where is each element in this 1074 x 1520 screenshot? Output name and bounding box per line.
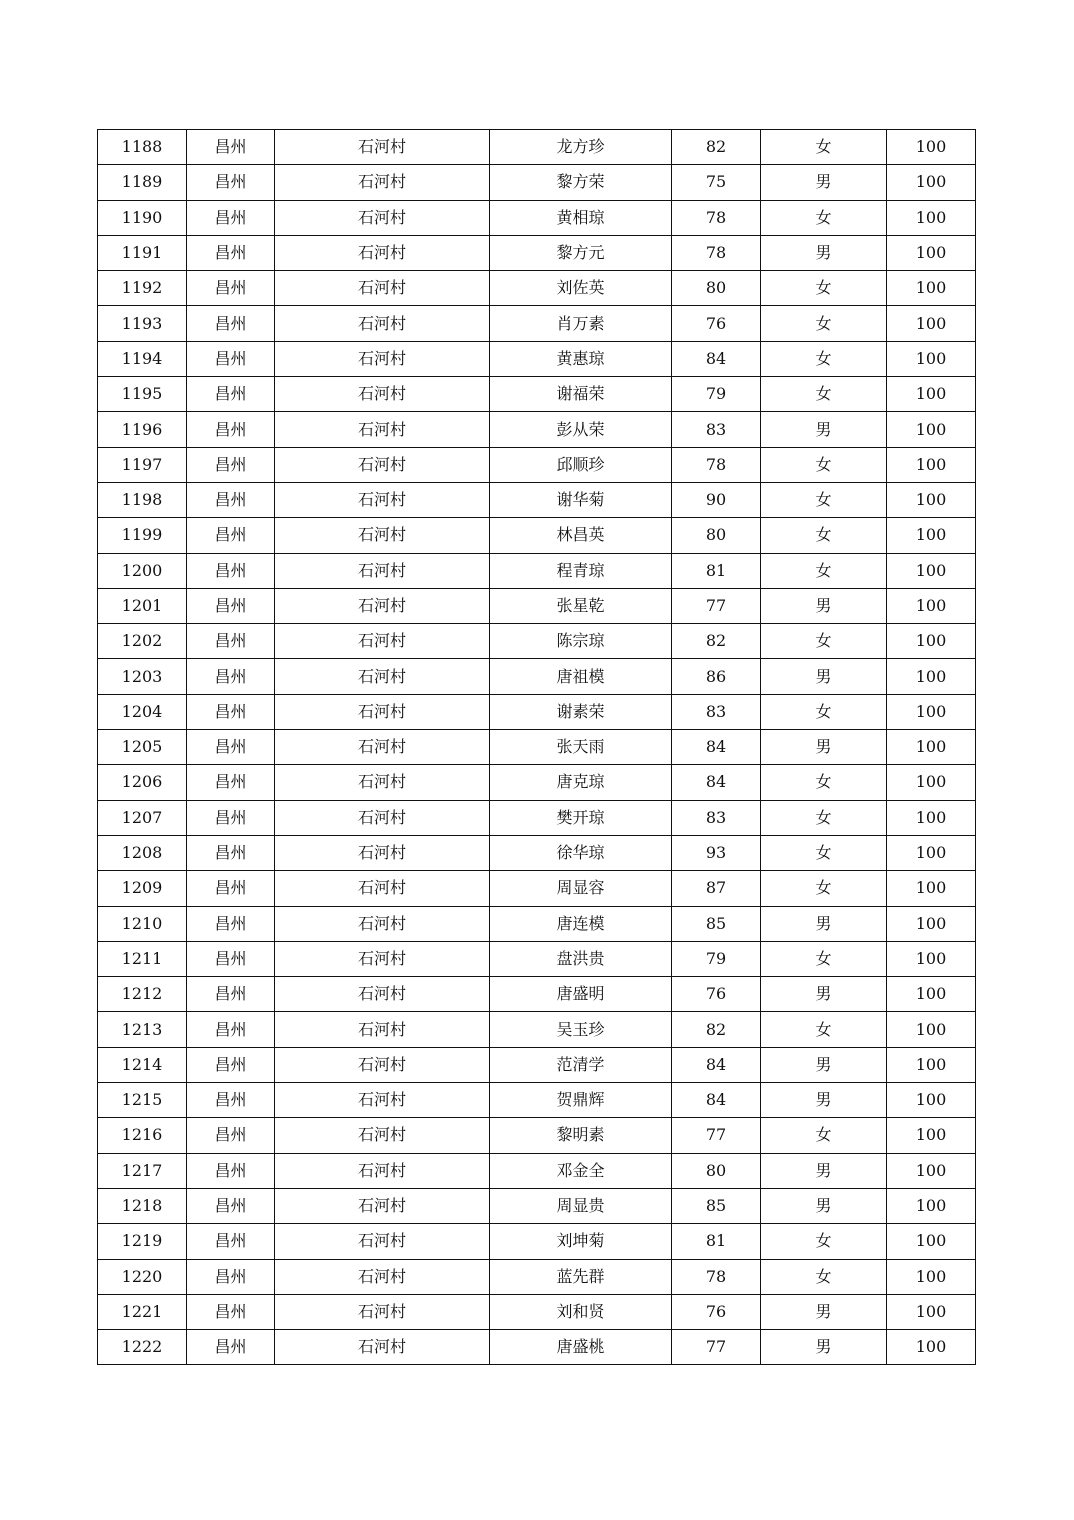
- village-cell: 石河村: [275, 447, 490, 482]
- name-cell: 周显贵: [490, 1188, 672, 1223]
- sex-cell: 男: [761, 730, 887, 765]
- age-cell: 80: [672, 1153, 761, 1188]
- name-cell: 蓝先群: [490, 1259, 672, 1294]
- table-row: [98, 306, 976, 341]
- county-cell: 昌州: [187, 835, 275, 870]
- village-cell: 石河村: [275, 871, 490, 906]
- amount-cell: 100: [887, 341, 976, 376]
- sex-cell: 男: [761, 1330, 887, 1365]
- sex-cell: 女: [761, 306, 887, 341]
- age-cell: 78: [672, 1259, 761, 1294]
- amount-cell: 100: [887, 271, 976, 306]
- age-cell: 79: [672, 941, 761, 976]
- serial-number-cell: 1209: [98, 871, 187, 906]
- age-cell: 81: [672, 1224, 761, 1259]
- age-cell: 78: [672, 200, 761, 235]
- village-cell: 石河村: [275, 1294, 490, 1329]
- amount-cell: 100: [887, 800, 976, 835]
- serial-number-cell: 1199: [98, 518, 187, 553]
- age-cell: 90: [672, 482, 761, 517]
- county-cell: 昌州: [187, 1153, 275, 1188]
- age-cell: 80: [672, 518, 761, 553]
- amount-cell: 100: [887, 730, 976, 765]
- serial-number-cell: 1210: [98, 906, 187, 941]
- amount-cell: 100: [887, 765, 976, 800]
- serial-number-cell: 1197: [98, 447, 187, 482]
- name-cell: 黎方元: [490, 235, 672, 270]
- sex-cell: 女: [761, 130, 887, 165]
- table-row: [98, 941, 976, 976]
- serial-number-cell: 1211: [98, 941, 187, 976]
- village-cell: 石河村: [275, 130, 490, 165]
- age-cell: 93: [672, 835, 761, 870]
- name-cell: 龙方珍: [490, 130, 672, 165]
- sex-cell: 男: [761, 1294, 887, 1329]
- age-cell: 78: [672, 235, 761, 270]
- amount-cell: 100: [887, 835, 976, 870]
- name-cell: 樊开琼: [490, 800, 672, 835]
- amount-cell: 100: [887, 447, 976, 482]
- name-cell: 刘佐英: [490, 271, 672, 306]
- age-cell: 84: [672, 341, 761, 376]
- roster-table-body: [98, 130, 976, 1365]
- age-cell: 83: [672, 800, 761, 835]
- county-cell: 昌州: [187, 200, 275, 235]
- sex-cell: 女: [761, 271, 887, 306]
- village-cell: 石河村: [275, 588, 490, 623]
- name-cell: 徐华琼: [490, 835, 672, 870]
- table-row: [98, 553, 976, 588]
- village-cell: 石河村: [275, 1083, 490, 1118]
- sex-cell: 男: [761, 1153, 887, 1188]
- age-cell: 83: [672, 412, 761, 447]
- name-cell: 谢素荣: [490, 694, 672, 729]
- name-cell: 吴玉珍: [490, 1012, 672, 1047]
- serial-number-cell: 1196: [98, 412, 187, 447]
- table-row: [98, 377, 976, 412]
- county-cell: 昌州: [187, 977, 275, 1012]
- age-cell: 82: [672, 624, 761, 659]
- amount-cell: 100: [887, 1259, 976, 1294]
- sex-cell: 男: [761, 1083, 887, 1118]
- name-cell: 黄惠琼: [490, 341, 672, 376]
- table-row: [98, 1012, 976, 1047]
- amount-cell: 100: [887, 1083, 976, 1118]
- table-row: [98, 588, 976, 623]
- name-cell: 程青琼: [490, 553, 672, 588]
- serial-number-cell: 1188: [98, 130, 187, 165]
- sex-cell: 男: [761, 165, 887, 200]
- table-row: [98, 906, 976, 941]
- table-row: [98, 765, 976, 800]
- sex-cell: 男: [761, 588, 887, 623]
- age-cell: 77: [672, 1118, 761, 1153]
- county-cell: 昌州: [187, 1330, 275, 1365]
- amount-cell: 100: [887, 553, 976, 588]
- name-cell: 陈宗琼: [490, 624, 672, 659]
- age-cell: 86: [672, 659, 761, 694]
- table-row: [98, 518, 976, 553]
- name-cell: 林昌英: [490, 518, 672, 553]
- table-row: [98, 1224, 976, 1259]
- village-cell: 石河村: [275, 800, 490, 835]
- village-cell: 石河村: [275, 1188, 490, 1223]
- county-cell: 昌州: [187, 306, 275, 341]
- amount-cell: 100: [887, 1224, 976, 1259]
- sex-cell: 女: [761, 1118, 887, 1153]
- county-cell: 昌州: [187, 1224, 275, 1259]
- county-cell: 昌州: [187, 871, 275, 906]
- name-cell: 张天雨: [490, 730, 672, 765]
- table-row: [98, 235, 976, 270]
- serial-number-cell: 1208: [98, 835, 187, 870]
- name-cell: 范清学: [490, 1047, 672, 1082]
- sex-cell: 男: [761, 659, 887, 694]
- serial-number-cell: 1213: [98, 1012, 187, 1047]
- county-cell: 昌州: [187, 765, 275, 800]
- sex-cell: 女: [761, 624, 887, 659]
- name-cell: 周显容: [490, 871, 672, 906]
- age-cell: 76: [672, 1294, 761, 1329]
- county-cell: 昌州: [187, 1047, 275, 1082]
- amount-cell: 100: [887, 130, 976, 165]
- county-cell: 昌州: [187, 730, 275, 765]
- roster-table: [97, 129, 976, 1365]
- name-cell: 彭从荣: [490, 412, 672, 447]
- amount-cell: 100: [887, 624, 976, 659]
- age-cell: 81: [672, 553, 761, 588]
- sex-cell: 女: [761, 518, 887, 553]
- age-cell: 84: [672, 730, 761, 765]
- village-cell: 石河村: [275, 694, 490, 729]
- sex-cell: 女: [761, 341, 887, 376]
- county-cell: 昌州: [187, 341, 275, 376]
- serial-number-cell: 1206: [98, 765, 187, 800]
- amount-cell: 100: [887, 941, 976, 976]
- sex-cell: 女: [761, 1259, 887, 1294]
- sex-cell: 女: [761, 482, 887, 517]
- amount-cell: 100: [887, 977, 976, 1012]
- name-cell: 黎方荣: [490, 165, 672, 200]
- county-cell: 昌州: [187, 235, 275, 270]
- village-cell: 石河村: [275, 1047, 490, 1082]
- serial-number-cell: 1216: [98, 1118, 187, 1153]
- age-cell: 78: [672, 447, 761, 482]
- sex-cell: 女: [761, 871, 887, 906]
- serial-number-cell: 1189: [98, 165, 187, 200]
- sex-cell: 女: [761, 553, 887, 588]
- table-row: [98, 271, 976, 306]
- county-cell: 昌州: [187, 1188, 275, 1223]
- table-row: [98, 800, 976, 835]
- name-cell: 唐盛桃: [490, 1330, 672, 1365]
- name-cell: 邱顺珍: [490, 447, 672, 482]
- age-cell: 75: [672, 165, 761, 200]
- county-cell: 昌州: [187, 941, 275, 976]
- name-cell: 唐盛明: [490, 977, 672, 1012]
- sex-cell: 女: [761, 200, 887, 235]
- village-cell: 石河村: [275, 1224, 490, 1259]
- serial-number-cell: 1214: [98, 1047, 187, 1082]
- serial-number-cell: 1195: [98, 377, 187, 412]
- county-cell: 昌州: [187, 1012, 275, 1047]
- serial-number-cell: 1202: [98, 624, 187, 659]
- name-cell: 唐连模: [490, 906, 672, 941]
- table-row: [98, 1294, 976, 1329]
- age-cell: 77: [672, 1330, 761, 1365]
- sex-cell: 女: [761, 941, 887, 976]
- sex-cell: 女: [761, 1224, 887, 1259]
- name-cell: 邓金全: [490, 1153, 672, 1188]
- serial-number-cell: 1219: [98, 1224, 187, 1259]
- amount-cell: 100: [887, 412, 976, 447]
- serial-number-cell: 1205: [98, 730, 187, 765]
- county-cell: 昌州: [187, 624, 275, 659]
- amount-cell: 100: [887, 871, 976, 906]
- amount-cell: 100: [887, 482, 976, 517]
- county-cell: 昌州: [187, 800, 275, 835]
- table-row: [98, 730, 976, 765]
- serial-number-cell: 1201: [98, 588, 187, 623]
- age-cell: 84: [672, 765, 761, 800]
- amount-cell: 100: [887, 1188, 976, 1223]
- name-cell: 刘和贤: [490, 1294, 672, 1329]
- village-cell: 石河村: [275, 1118, 490, 1153]
- name-cell: 黄相琼: [490, 200, 672, 235]
- age-cell: 82: [672, 1012, 761, 1047]
- sex-cell: 女: [761, 694, 887, 729]
- age-cell: 77: [672, 588, 761, 623]
- sex-cell: 男: [761, 977, 887, 1012]
- serial-number-cell: 1207: [98, 800, 187, 835]
- table-row: [98, 624, 976, 659]
- amount-cell: 100: [887, 165, 976, 200]
- amount-cell: 100: [887, 235, 976, 270]
- sex-cell: 女: [761, 835, 887, 870]
- county-cell: 昌州: [187, 271, 275, 306]
- village-cell: 石河村: [275, 200, 490, 235]
- serial-number-cell: 1200: [98, 553, 187, 588]
- village-cell: 石河村: [275, 165, 490, 200]
- county-cell: 昌州: [187, 482, 275, 517]
- village-cell: 石河村: [275, 271, 490, 306]
- village-cell: 石河村: [275, 659, 490, 694]
- table-row: [98, 1330, 976, 1365]
- village-cell: 石河村: [275, 941, 490, 976]
- serial-number-cell: 1194: [98, 341, 187, 376]
- name-cell: 唐祖模: [490, 659, 672, 694]
- table-row: [98, 165, 976, 200]
- county-cell: 昌州: [187, 1118, 275, 1153]
- name-cell: 黎明素: [490, 1118, 672, 1153]
- age-cell: 87: [672, 871, 761, 906]
- amount-cell: 100: [887, 200, 976, 235]
- county-cell: 昌州: [187, 412, 275, 447]
- name-cell: 唐克琼: [490, 765, 672, 800]
- village-cell: 石河村: [275, 235, 490, 270]
- county-cell: 昌州: [187, 447, 275, 482]
- serial-number-cell: 1190: [98, 200, 187, 235]
- age-cell: 83: [672, 694, 761, 729]
- village-cell: 石河村: [275, 906, 490, 941]
- age-cell: 82: [672, 130, 761, 165]
- age-cell: 80: [672, 271, 761, 306]
- county-cell: 昌州: [187, 588, 275, 623]
- amount-cell: 100: [887, 1294, 976, 1329]
- table-row: [98, 694, 976, 729]
- age-cell: 84: [672, 1083, 761, 1118]
- serial-number-cell: 1191: [98, 235, 187, 270]
- serial-number-cell: 1204: [98, 694, 187, 729]
- county-cell: 昌州: [187, 518, 275, 553]
- amount-cell: 100: [887, 1012, 976, 1047]
- village-cell: 石河村: [275, 553, 490, 588]
- amount-cell: 100: [887, 1118, 976, 1153]
- age-cell: 76: [672, 977, 761, 1012]
- county-cell: 昌州: [187, 165, 275, 200]
- amount-cell: 100: [887, 906, 976, 941]
- county-cell: 昌州: [187, 1259, 275, 1294]
- age-cell: 79: [672, 377, 761, 412]
- village-cell: 石河村: [275, 482, 490, 517]
- serial-number-cell: 1215: [98, 1083, 187, 1118]
- village-cell: 石河村: [275, 835, 490, 870]
- village-cell: 石河村: [275, 518, 490, 553]
- serial-number-cell: 1192: [98, 271, 187, 306]
- amount-cell: 100: [887, 694, 976, 729]
- amount-cell: 100: [887, 1047, 976, 1082]
- county-cell: 昌州: [187, 377, 275, 412]
- table-row: [98, 977, 976, 1012]
- table-row: [98, 412, 976, 447]
- table-row: [98, 1259, 976, 1294]
- county-cell: 昌州: [187, 659, 275, 694]
- age-cell: 85: [672, 1188, 761, 1223]
- name-cell: 贺鼎辉: [490, 1083, 672, 1118]
- sex-cell: 男: [761, 1047, 887, 1082]
- table-row: [98, 835, 976, 870]
- table-row: [98, 341, 976, 376]
- name-cell: 刘坤菊: [490, 1224, 672, 1259]
- serial-number-cell: 1198: [98, 482, 187, 517]
- county-cell: 昌州: [187, 130, 275, 165]
- age-cell: 85: [672, 906, 761, 941]
- table-row: [98, 1153, 976, 1188]
- amount-cell: 100: [887, 588, 976, 623]
- village-cell: 石河村: [275, 341, 490, 376]
- amount-cell: 100: [887, 306, 976, 341]
- village-cell: 石河村: [275, 306, 490, 341]
- sex-cell: 女: [761, 1012, 887, 1047]
- name-cell: 谢福荣: [490, 377, 672, 412]
- sex-cell: 男: [761, 906, 887, 941]
- county-cell: 昌州: [187, 553, 275, 588]
- table-row: [98, 1118, 976, 1153]
- table-row: [98, 1047, 976, 1082]
- table-row: [98, 1188, 976, 1223]
- sex-cell: 女: [761, 800, 887, 835]
- village-cell: 石河村: [275, 1330, 490, 1365]
- table-row: [98, 200, 976, 235]
- amount-cell: 100: [887, 659, 976, 694]
- table-row: [98, 130, 976, 165]
- sex-cell: 女: [761, 765, 887, 800]
- county-cell: 昌州: [187, 1083, 275, 1118]
- sex-cell: 男: [761, 412, 887, 447]
- sex-cell: 男: [761, 235, 887, 270]
- village-cell: 石河村: [275, 377, 490, 412]
- village-cell: 石河村: [275, 1259, 490, 1294]
- serial-number-cell: 1203: [98, 659, 187, 694]
- village-cell: 石河村: [275, 1012, 490, 1047]
- name-cell: 张星乾: [490, 588, 672, 623]
- serial-number-cell: 1218: [98, 1188, 187, 1223]
- county-cell: 昌州: [187, 906, 275, 941]
- table-row: [98, 482, 976, 517]
- serial-number-cell: 1212: [98, 977, 187, 1012]
- serial-number-cell: 1193: [98, 306, 187, 341]
- village-cell: 石河村: [275, 412, 490, 447]
- table-row: [98, 447, 976, 482]
- sex-cell: 男: [761, 1188, 887, 1223]
- table-row: [98, 659, 976, 694]
- name-cell: 谢华菊: [490, 482, 672, 517]
- serial-number-cell: 1221: [98, 1294, 187, 1329]
- sex-cell: 女: [761, 447, 887, 482]
- sex-cell: 女: [761, 377, 887, 412]
- village-cell: 石河村: [275, 977, 490, 1012]
- village-cell: 石河村: [275, 730, 490, 765]
- village-cell: 石河村: [275, 765, 490, 800]
- age-cell: 84: [672, 1047, 761, 1082]
- serial-number-cell: 1220: [98, 1259, 187, 1294]
- table-row: [98, 1083, 976, 1118]
- amount-cell: 100: [887, 1330, 976, 1365]
- county-cell: 昌州: [187, 1294, 275, 1329]
- amount-cell: 100: [887, 518, 976, 553]
- county-cell: 昌州: [187, 694, 275, 729]
- name-cell: 盘洪贵: [490, 941, 672, 976]
- amount-cell: 100: [887, 1153, 976, 1188]
- serial-number-cell: 1222: [98, 1330, 187, 1365]
- amount-cell: 100: [887, 377, 976, 412]
- village-cell: 石河村: [275, 1153, 490, 1188]
- serial-number-cell: 1217: [98, 1153, 187, 1188]
- village-cell: 石河村: [275, 624, 490, 659]
- age-cell: 76: [672, 306, 761, 341]
- table-row: [98, 871, 976, 906]
- name-cell: 肖万素: [490, 306, 672, 341]
